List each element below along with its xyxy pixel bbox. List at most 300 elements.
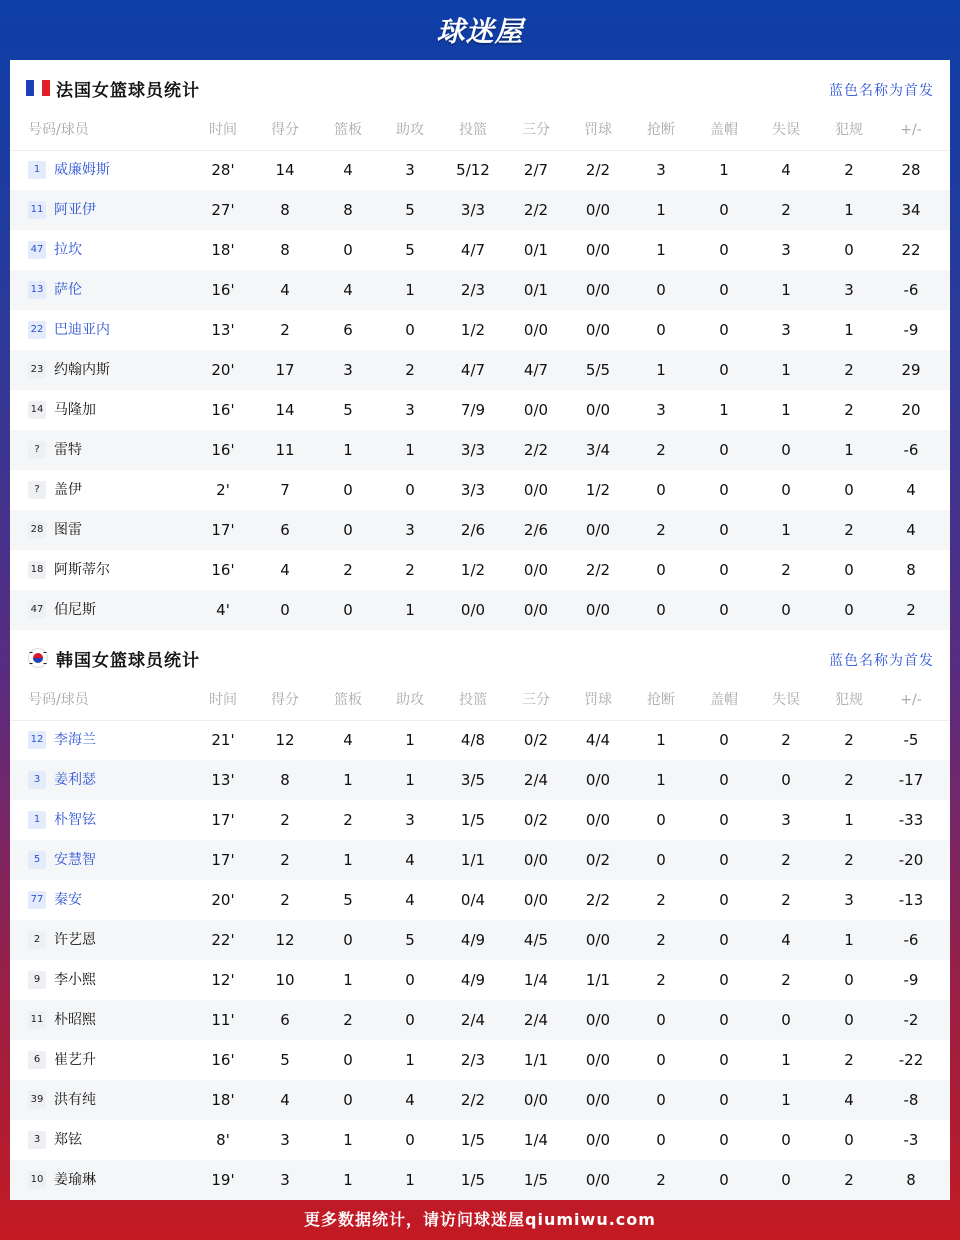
stat-cell: 8 [280,241,290,259]
stat-cell: 3/3 [460,481,486,499]
stat-cell: 0/2 [585,851,611,869]
stat-cell: 0/0 [523,891,549,909]
stat-cell: 3 [405,521,415,539]
table-row[interactable] [10,1160,950,1200]
stat-cell: 1/5 [523,1171,549,1189]
stat-cell: 2 [656,931,666,949]
stat-cell: 4/7 [523,361,549,379]
stat-cell: 0 [719,931,729,949]
stat-cell: 1 [343,1171,353,1189]
stat-cell: 0 [719,201,729,219]
stat-cell: 20 [901,401,921,419]
stat-cell: 0 [343,521,353,539]
column-header: +/- [900,122,922,138]
player-name-link[interactable]: 郑铉 [54,1132,82,1148]
stat-cell: 1 [343,971,353,989]
stat-cell: 14 [275,401,295,419]
stat-cell: 0 [719,521,729,539]
app-logo[interactable]: 球迷屋 [436,15,524,48]
stat-cell: 3 [844,281,854,299]
table-row[interactable] [10,390,950,430]
stat-cell: 0/0 [523,321,549,339]
column-header: 盖帽 [710,122,738,138]
player-name-link[interactable]: 阿斯蒂尔 [54,562,110,578]
stat-cell: 0 [405,481,415,499]
stat-cell: 3/4 [585,441,611,459]
stat-cell: 22' [211,931,235,949]
stat-cell: 0 [343,481,353,499]
column-header: 三分 [522,122,550,138]
stat-cell: 0 [781,481,791,499]
section-title: 法国女篮球员统计 [56,81,200,101]
stat-cell: 4 [906,521,916,539]
stat-cell: -9 [903,321,919,339]
stat-cell: 0 [781,1171,791,1189]
stat-cell: 0 [844,561,854,579]
stat-cell: 0 [719,1091,729,1109]
stat-cell: 2 [844,161,854,179]
stat-cell: 0/0 [585,811,611,829]
stat-cell: 1 [781,401,791,419]
stat-cell: 0 [343,1091,353,1109]
column-header-row [10,110,950,151]
stat-cell: 8 [906,561,916,579]
stat-cell: 8 [343,201,353,219]
stat-cell: 2/4 [523,771,549,789]
table-row[interactable] [10,1080,950,1120]
table-row[interactable] [10,590,950,630]
stat-cell: 20' [211,891,235,909]
player-name-link[interactable]: 崔艺升 [54,1052,96,1068]
stat-cell: 18' [211,241,235,259]
stat-cell: 0/0 [585,401,611,419]
table-row[interactable] [10,760,950,800]
stat-cell: 4 [781,161,791,179]
stat-cell: 2 [781,891,791,909]
jersey-number-badge: 23 [28,361,46,379]
table-row[interactable] [10,190,950,230]
column-header: 时间 [209,122,237,138]
column-header: 助攻 [396,122,424,138]
column-header: 犯规 [835,692,863,708]
stat-cell: 17' [211,811,235,829]
stat-cell: 22 [901,241,921,259]
stat-cell: 0 [656,321,666,339]
stat-cell: 7/9 [460,401,486,419]
stat-cell: 5/12 [456,161,490,179]
stat-cell: 0 [781,771,791,789]
stat-cell: 29 [901,361,921,379]
stat-cell: 4/9 [460,931,486,949]
stat-cell: 3 [781,321,791,339]
stat-cell: 2/3 [460,281,486,299]
stat-cell: 1 [656,201,666,219]
stat-cell: 0/1 [523,241,549,259]
stat-cell: 2 [656,441,666,459]
stat-cell: 2 [781,561,791,579]
stat-cell: 0 [781,1131,791,1149]
stat-cell: 1/1 [585,971,611,989]
stat-cell: 17' [211,521,235,539]
stat-cell: 1 [844,201,854,219]
stat-cell: 0 [719,441,729,459]
player-name-link[interactable]: 姜瑜琳 [54,1172,96,1188]
table-row[interactable] [10,720,950,760]
stat-cell: 28 [901,161,921,179]
column-header: 抢断 [647,122,675,138]
table-row[interactable] [10,840,950,880]
stat-cell: 0 [280,601,290,619]
jersey-number-badge: ? [28,441,46,459]
stat-cell: 0 [719,481,729,499]
column-header: 时间 [209,692,237,708]
stat-cell: 0/0 [523,481,549,499]
stat-cell: 1/1 [523,1051,549,1069]
stat-cell: 0 [656,1011,666,1029]
table-row[interactable] [10,550,950,590]
stat-cell: 3 [656,401,666,419]
stat-cell: 1 [781,521,791,539]
stat-cell: 3 [844,891,854,909]
stat-cell: -5 [903,731,919,749]
stat-cell: 8 [906,1171,916,1189]
stat-cell: 1/5 [460,1171,486,1189]
jersey-number-badge: 14 [28,401,46,419]
column-header: 失误 [772,122,800,138]
stat-cell: 0 [844,481,854,499]
starter-legend-note: 蓝色名称为首发 [829,83,934,99]
jersey-number-badge: 10 [28,1171,46,1189]
stat-cell: 2 [280,811,290,829]
stat-cell: 16' [211,281,235,299]
stat-cell: -20 [898,851,924,869]
stat-cell: 10 [275,971,295,989]
stat-cell: -3 [903,1131,919,1149]
stat-cell: 3 [405,811,415,829]
stat-cell: 2 [781,971,791,989]
table-row[interactable] [10,510,950,550]
stat-cell: 0 [343,931,353,949]
player-name-link[interactable]: 伯尼斯 [54,602,96,618]
stat-cell: 0 [719,851,729,869]
column-header: 犯规 [835,122,863,138]
player-name-link[interactable]: 李海兰 [54,732,96,748]
stat-cell: 0/0 [585,1131,611,1149]
stat-cell: 1 [844,441,854,459]
stat-cell: 8 [280,771,290,789]
stat-cell: 27' [211,201,235,219]
stat-cell: -6 [903,281,919,299]
stat-cell: 17' [211,851,235,869]
flag-stripe [34,80,42,96]
player-name-link[interactable]: 许艺恩 [54,932,96,948]
column-header: 盖帽 [710,692,738,708]
stat-cell: 1 [343,771,353,789]
table-row[interactable] [10,1000,950,1040]
stat-cell: 1 [844,931,854,949]
stat-cell: 4 [844,1091,854,1109]
table-row[interactable] [10,310,950,350]
stat-cell: 2/2 [585,161,611,179]
stat-cell: 1/4 [523,1131,549,1149]
stat-cell: 1/2 [460,561,486,579]
stat-cell: 17 [275,361,295,379]
jersey-number-badge: 6 [28,1051,46,1069]
stat-cell: 2/2 [523,441,549,459]
stat-cell: 0 [343,1051,353,1069]
player-name-link[interactable]: 雷特 [54,442,82,458]
table-row[interactable] [10,470,950,510]
stat-cell: 11' [211,1011,235,1029]
stat-cell: 5 [280,1051,290,1069]
player-name-link[interactable]: 马隆加 [54,402,96,418]
stat-cell: 0 [719,1011,729,1029]
stat-cell: 3 [343,361,353,379]
column-header: 投篮 [459,122,487,138]
stat-cell: 2/2 [460,1091,486,1109]
stat-cell: 2 [781,201,791,219]
stat-cell: 2 [844,401,854,419]
table-row[interactable] [10,1120,950,1160]
stat-cell: 0 [719,1051,729,1069]
stat-cell: 13' [211,771,235,789]
stat-cell: 2 [656,521,666,539]
stat-cell: 3 [280,1131,290,1149]
stat-cell: 0 [781,601,791,619]
table-row[interactable] [10,1040,950,1080]
stat-cell: 2 [781,851,791,869]
stat-cell: 0 [719,891,729,909]
stat-cell: 3/3 [460,441,486,459]
table-row[interactable] [10,350,950,390]
column-header-row [10,680,950,721]
stat-cell: 4 [280,1091,290,1109]
stat-cell: 2 [844,361,854,379]
player-name-link[interactable]: 盖伊 [54,482,82,498]
stat-cell: 5/5 [585,361,611,379]
stat-cell: 4/5 [523,931,549,949]
stat-cell: 1 [343,1131,353,1149]
stat-cell: 0/0 [585,1171,611,1189]
stat-cell: 0 [656,481,666,499]
stat-cell: 16' [211,441,235,459]
stat-cell: 1 [844,811,854,829]
column-header: +/- [900,692,922,708]
stat-cell: 0/0 [585,1051,611,1069]
stat-cell: 2' [216,481,230,499]
jersey-number-badge: 77 [28,891,46,909]
stat-cell: 2 [656,1171,666,1189]
stat-cell: 2 [844,1171,854,1189]
player-name-link[interactable]: 拉坎 [54,242,82,258]
stat-cell: 3 [280,1171,290,1189]
stat-cell: 2 [405,361,415,379]
stat-cell: 1/5 [460,811,486,829]
stat-cell: 4 [906,481,916,499]
stat-cell: -9 [903,971,919,989]
stat-cell: 4/8 [460,731,486,749]
stat-cell: 0/0 [585,601,611,619]
stat-cell: 4 [405,1091,415,1109]
stat-cell: 4 [405,891,415,909]
stat-cell: 1/2 [460,321,486,339]
jersey-number-badge: 28 [28,521,46,539]
column-header: 篮板 [334,122,362,138]
stat-cell: 1 [781,1051,791,1069]
stat-cell: 2 [280,321,290,339]
table-row[interactable] [10,920,950,960]
stat-cell: 2 [844,1051,854,1069]
player-name-link[interactable]: 图雷 [54,522,82,538]
stat-cell: 2 [343,811,353,829]
stat-cell: 1 [656,771,666,789]
stat-cell: 3 [656,161,666,179]
stat-cell: 3 [781,811,791,829]
stat-cell: 5 [405,931,415,949]
jersey-number-badge: 11 [28,201,46,219]
player-name-link[interactable]: 秦安 [54,892,82,908]
player-name-link[interactable]: 阿亚伊 [54,202,96,218]
player-name-link[interactable]: 安慧智 [54,852,96,868]
player-name-link[interactable]: 洪有纯 [54,1092,96,1108]
stat-cell: 1 [781,281,791,299]
player-name-link[interactable]: 姜利瑟 [54,772,96,788]
stat-cell: 0/0 [585,1011,611,1029]
stat-cell: 0/0 [585,201,611,219]
stat-cell: 1 [656,731,666,749]
jersey-number-badge: 9 [28,971,46,989]
stat-cell: 6 [343,321,353,339]
stat-cell: 0 [719,771,729,789]
stat-cell: 0/0 [585,1091,611,1109]
stat-cell: 0/0 [585,281,611,299]
starter-legend-note: 蓝色名称为首发 [829,653,934,669]
stat-cell: 2 [343,1011,353,1029]
stat-cell: 1 [343,441,353,459]
stat-cell: 3 [405,401,415,419]
stat-cell: 0 [719,601,729,619]
stat-cell: 0 [719,1171,729,1189]
stat-cell: 2/3 [460,1051,486,1069]
stat-cell: 0 [405,321,415,339]
stat-cell: 12' [211,971,235,989]
stat-cell: 0 [405,971,415,989]
stat-cell: 2 [405,561,415,579]
stat-cell: 0 [656,811,666,829]
stat-cell: 0/2 [523,731,549,749]
stat-cell: 0 [656,851,666,869]
stat-cell: 2 [844,851,854,869]
stat-cell: -6 [903,441,919,459]
table-row[interactable] [10,960,950,1000]
stat-cell: 0/0 [585,771,611,789]
stat-cell: 5 [405,201,415,219]
stat-cell: 18' [211,1091,235,1109]
stat-cell: 2/2 [585,561,611,579]
stat-cell: 4 [781,931,791,949]
stat-cell: 0/4 [460,891,486,909]
stat-cell: 16' [211,401,235,419]
footer-banner: 更多数据统计，请访问球迷屋qiumiwu.com [304,1210,656,1229]
jersey-number-badge: 22 [28,321,46,339]
stat-cell: 0 [844,1131,854,1149]
stat-cell: 0 [844,241,854,259]
table-row[interactable] [10,270,950,310]
column-header: 号码/球员 [28,692,89,708]
player-name-link[interactable]: 朴昭熙 [54,1012,96,1028]
table-row[interactable] [10,150,950,190]
stat-cell: 3/5 [460,771,486,789]
stat-cell: 1 [405,731,415,749]
stat-cell: 1 [719,401,729,419]
stat-cell: 4 [343,281,353,299]
stat-cell: 0 [719,321,729,339]
stat-cell: 2 [781,731,791,749]
stat-cell: 0/0 [585,521,611,539]
stat-cell: 12 [275,931,295,949]
column-header: 罚球 [584,692,612,708]
player-name-link[interactable]: 朴智铉 [54,812,96,828]
stat-cell: 0/0 [585,321,611,339]
stat-cell: 0 [405,1011,415,1029]
stat-cell: 2/6 [460,521,486,539]
stat-cell: 2 [280,851,290,869]
table-row[interactable] [10,880,950,920]
column-header: 失误 [772,692,800,708]
stat-cell: 4 [280,281,290,299]
stat-cell: 2/7 [523,161,549,179]
stat-cell: 0 [656,561,666,579]
stat-cell: 2 [844,731,854,749]
player-name-link[interactable]: 威廉姆斯 [54,162,110,178]
stat-cell: 6 [280,521,290,539]
section-title: 韩国女篮球员统计 [56,651,200,671]
stat-cell: 2 [844,771,854,789]
stat-cell: 0/0 [460,601,486,619]
table-row[interactable] [10,230,950,270]
table-row[interactable] [10,800,950,840]
stat-cell: 2/2 [523,201,549,219]
jersey-number-badge: 39 [28,1091,46,1109]
stat-cell: 0 [719,971,729,989]
player-name-link[interactable]: 李小熙 [54,972,96,988]
stat-cell: 0 [656,1051,666,1069]
stat-cell: 1 [405,281,415,299]
stat-cell: 4 [343,161,353,179]
player-name-link[interactable]: 约翰内斯 [54,362,110,378]
stat-cell: 1 [405,601,415,619]
stat-cell: 20' [211,361,235,379]
stat-cell: 2/4 [460,1011,486,1029]
column-header: 助攻 [396,692,424,708]
jersey-number-badge: 12 [28,731,46,749]
stat-cell: -17 [898,771,924,789]
player-name-link[interactable]: 巴迪亚内 [54,322,110,338]
stat-cell: -8 [903,1091,919,1109]
stat-cell: 0 [343,601,353,619]
player-name-link[interactable]: 萨伦 [54,282,82,298]
stat-cell: 16' [211,561,235,579]
stat-cell: 0 [405,1131,415,1149]
stat-cell: 1 [656,361,666,379]
stat-cell: 0/0 [585,931,611,949]
jersey-number-badge: 2 [28,931,46,949]
table-row[interactable] [10,430,950,470]
stat-cell: 3/3 [460,201,486,219]
stat-cell: 0 [656,601,666,619]
column-header: 得分 [271,692,299,708]
stat-cell: 2 [343,561,353,579]
